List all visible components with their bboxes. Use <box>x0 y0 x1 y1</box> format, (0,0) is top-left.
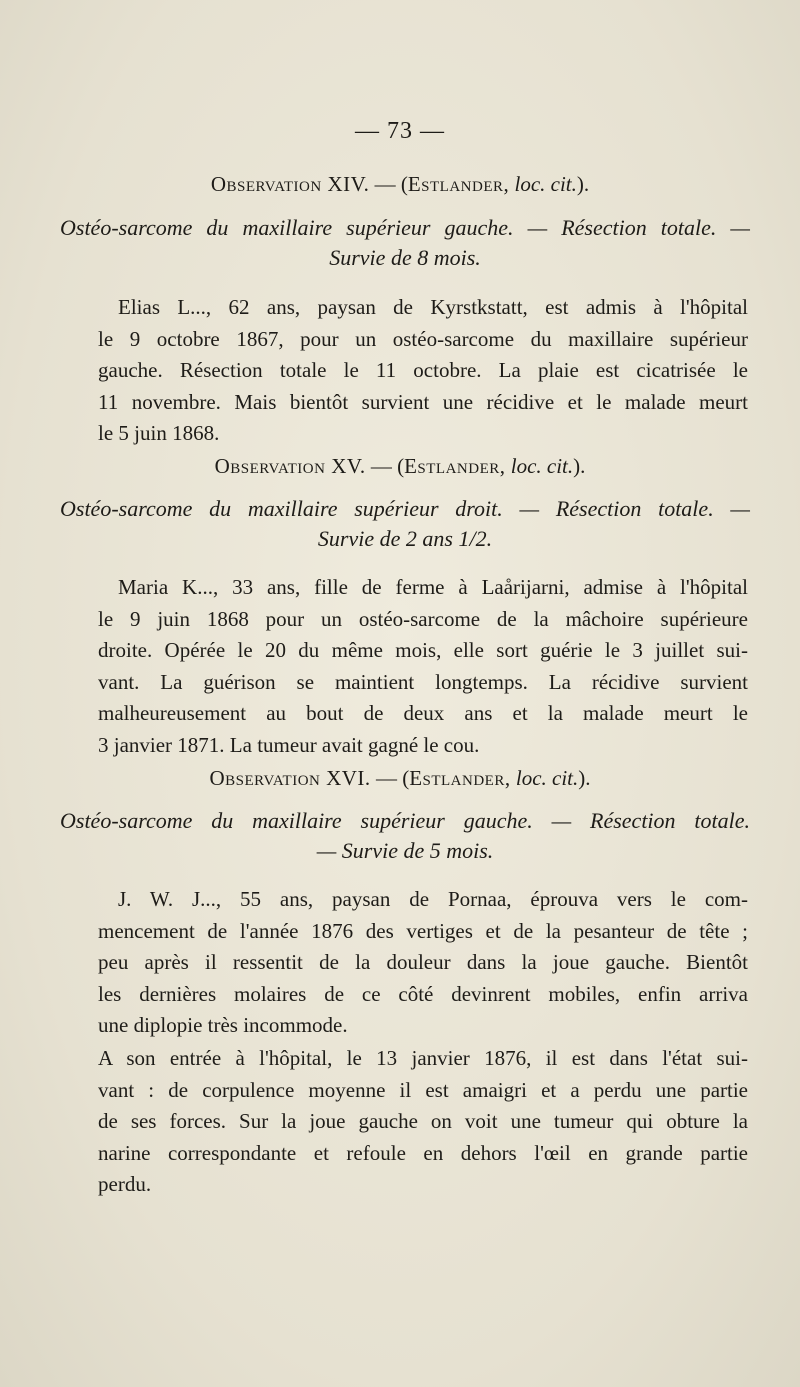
text-line: malheureusement au bout de deux ans et la malade meurt le <box>98 701 748 725</box>
subtitle-line: — Survie de 5 mois. <box>316 838 494 863</box>
title-separator: — ( <box>370 766 410 790</box>
observation-title <box>0 766 800 791</box>
page-number: — 73 — <box>355 118 445 144</box>
observation-subtitle <box>60 806 750 866</box>
text-line: 3 janvier 1871. La tumeur avait gagné le cou. <box>98 732 480 757</box>
observation-paragraph <box>98 1043 748 1201</box>
text-line: gauche. Résection totale le 11 octobre. La plaie est cicatrisée le <box>98 358 748 382</box>
observation-subtitle <box>60 494 750 554</box>
text-line: vant : de corpulence moyenne il est amaigri et a perdu une partie <box>98 1077 748 1102</box>
text-line: Elias L..., 62 ans, paysan de Kyrstkstatt, est admis à l'hôpital <box>118 295 748 319</box>
text-line: narine correspondante et refoule en dehors l'œil en grande partie <box>98 1140 748 1165</box>
observation-paragraph <box>98 884 748 1042</box>
observation-paragraph <box>98 292 748 450</box>
observation-reference: loc. cit. <box>505 454 574 478</box>
observation-reference: loc. cit. <box>510 766 579 790</box>
observation-subtitle <box>60 213 750 273</box>
text-line: perdu. <box>98 1172 152 1196</box>
text-line: une diplopie très incommode. <box>98 1013 348 1037</box>
subtitle-line: Survie de 8 mois. <box>329 245 481 270</box>
text-line: mencement de l'année 1876 des vertiges et de la pesanteur de tête ; <box>98 918 748 943</box>
text-line: le 9 octobre 1867, pour un ostéo-sarcome du maxillaire supérieur <box>98 326 748 351</box>
text-line: A son entrée à l'hôpital, le 13 janvier 1876, il est dans l'état sui- <box>98 1046 748 1070</box>
observation-reference: loc. cit. <box>509 172 577 196</box>
observation-label: Observation XV. <box>214 454 366 478</box>
observation-title <box>0 454 800 479</box>
observation-author: Estlander, <box>407 172 510 196</box>
text-line: les dernières molaires de ce côté devinrent mobiles, enfin arriva <box>98 981 748 1006</box>
subtitle-line: Ostéo-sarcome du maxillaire supérieur gauche. — Résection totale. — <box>60 215 750 240</box>
observation-author: Estlander, <box>409 766 511 790</box>
observation-title <box>0 172 800 197</box>
subtitle-line: Survie de 2 ans 1/2. <box>317 526 493 551</box>
title-separator: — ( <box>365 454 405 478</box>
observation-author: Estlander, <box>404 454 506 478</box>
title-separator: — ( <box>369 172 408 196</box>
text-line: de ses forces. Sur la joue gauche on voit une tumeur qui obture la <box>98 1109 748 1133</box>
observation-label: Observation XIV. <box>210 172 370 196</box>
text-line: Maria K..., 33 ans, fille de ferme à Laårijarni, admise à l'hôpital <box>118 575 748 599</box>
title-end: ). <box>578 766 591 790</box>
subtitle-line: Ostéo-sarcome du maxillaire supérieur gauche. — Résection totale. <box>60 808 750 833</box>
subtitle-line: Ostéo-sarcome du maxillaire supérieur droit. — Résection totale. — <box>60 496 750 521</box>
title-end: ). <box>573 454 586 478</box>
text-line: peu après il ressentit de la douleur dans la joue gauche. Bientôt <box>98 950 748 974</box>
observation-label: Observation XVI. <box>209 766 371 790</box>
text-line: 11 novembre. Mais bientôt survient une récidive et le malade meurt <box>98 389 748 414</box>
observation-paragraph <box>98 572 748 761</box>
title-end: ). <box>576 172 590 196</box>
text-line: vant. La guérison se maintient longtemps. La récidive survient <box>98 669 748 694</box>
text-line: J. W. J..., 55 ans, paysan de Pornaa, éprouva vers le com- <box>118 887 748 911</box>
text-line: droite. Opérée le 20 du même mois, elle sort guérie le 3 juillet sui- <box>98 638 748 662</box>
text-line: le 9 juin 1868 pour un ostéo-sarcome de la mâchoire supérieure <box>98 606 748 631</box>
text-line: le 5 juin 1868. <box>98 421 220 445</box>
